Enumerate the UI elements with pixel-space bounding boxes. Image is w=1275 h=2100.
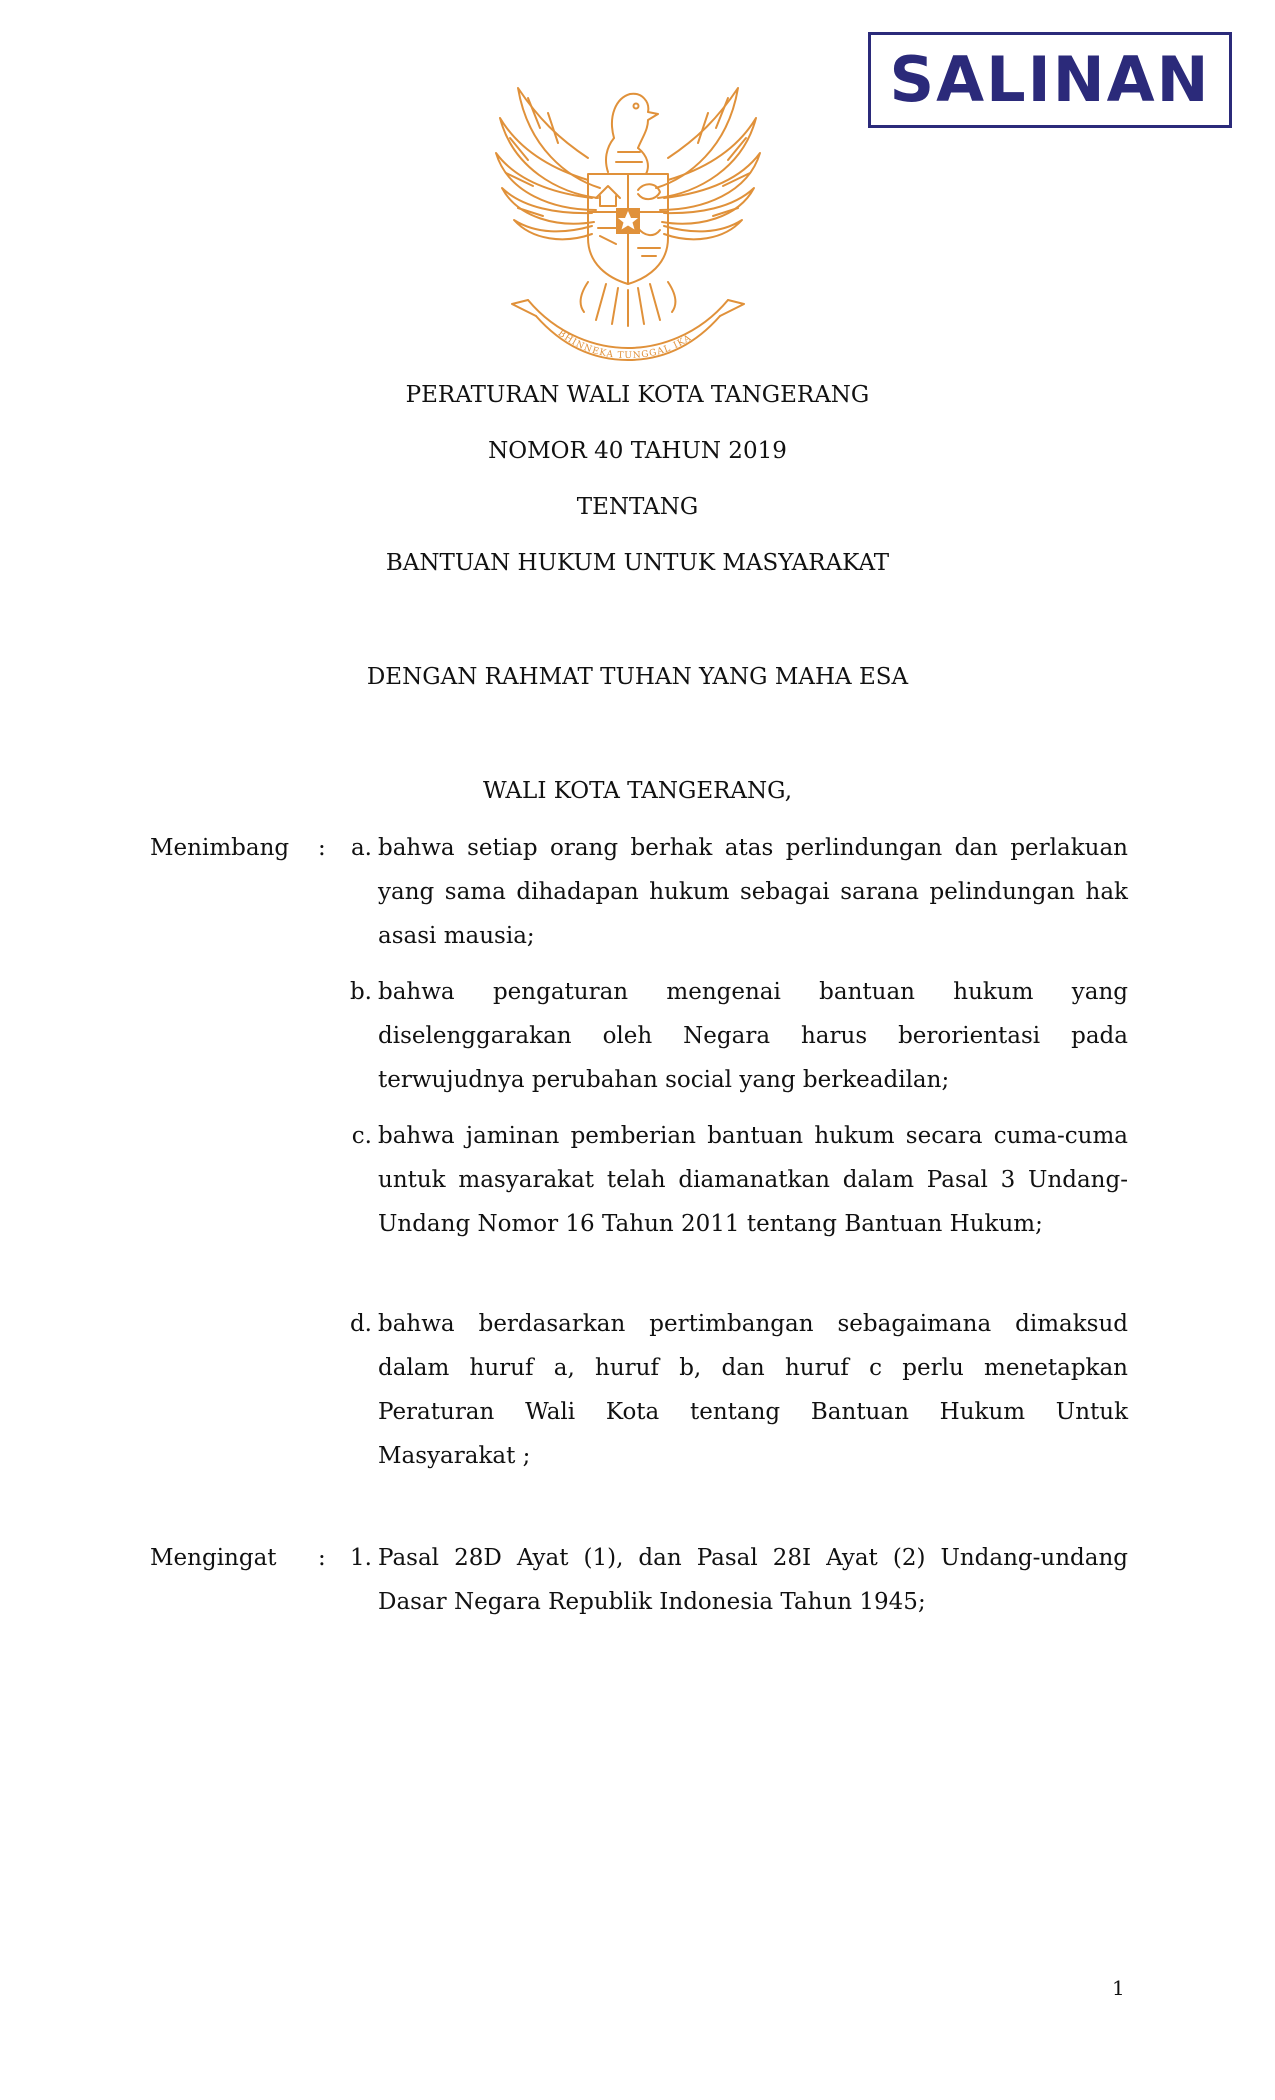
mengingat-item-1: Pasal 28D Ayat (1), dan Pasal 28I Ayat (2) Undang-undang Dasar Negara Republik Indonesia Tahun 1945; xyxy=(378,1545,1128,1615)
menimbang-item-d: bahwa berdasarkan pertimbangan sebagaimana dimaksud dalam huruf a, huruf b, dan huruf c perlu menetapkan Peraturan Wali Kota tentang Bantuan Hukum Untuk Masyarakat ; xyxy=(378,1311,1128,1469)
stamp-label: SALINAN xyxy=(889,43,1211,116)
regulation-title: PERATURAN WALI KOTA TANGERANG xyxy=(405,382,870,408)
regulation-about: TENTANG xyxy=(576,494,699,520)
menimbang-colon: : xyxy=(318,835,326,861)
salinan-stamp xyxy=(868,32,1232,128)
mengingat-colon: : xyxy=(318,1545,326,1571)
menimbang-marker-c: c. xyxy=(351,1123,372,1149)
menimbang-label: Menimbang xyxy=(150,835,290,861)
regulation-subject: BANTUAN HUKUM UNTUK MASYARAKAT xyxy=(385,550,890,576)
menimbang-marker-d: d. xyxy=(349,1311,372,1337)
mengingat-label: Mengingat xyxy=(150,1545,277,1571)
garuda-pancasila-emblem xyxy=(488,68,768,364)
menimbang-marker-a: a. xyxy=(350,835,372,861)
menimbang-item-b: bahwa pengaturan mengenai bantuan hukum yang diselenggarakan oleh Negara harus berorientasi pada terwujudnya perubahan social yang berkeadilan; xyxy=(378,979,1128,1093)
menimbang-marker-b: b. xyxy=(349,979,372,1005)
official-title: WALI KOTA TANGERANG, xyxy=(482,778,793,804)
regulation-number: NOMOR 40 TAHUN 2019 xyxy=(488,438,787,464)
menimbang-item-c: bahwa jaminan pemberian bantuan hukum secara cuma-cuma untuk masyarakat telah diamanatkan dalam Pasal 3 Undang-Undang Nomor 16 Tahun 2011 tentang Bantuan Hukum; xyxy=(378,1123,1128,1237)
svg-text:BHINNEKA TUNGGAL IKA xyxy=(556,329,694,361)
page-number: 1 xyxy=(1112,1976,1125,2000)
menimbang-item-a: bahwa setiap orang berhak atas perlindungan dan perlakuan yang sama dihadapan hukum sebagai sarana pelindungan hak asasi mausia; xyxy=(378,835,1128,949)
invocation: DENGAN RAHMAT TUHAN YANG MAHA ESA xyxy=(366,664,909,690)
emblem-motto: BHINNEKA TUNGGAL IKA xyxy=(555,328,694,362)
mengingat-marker-1: 1. xyxy=(350,1545,372,1571)
